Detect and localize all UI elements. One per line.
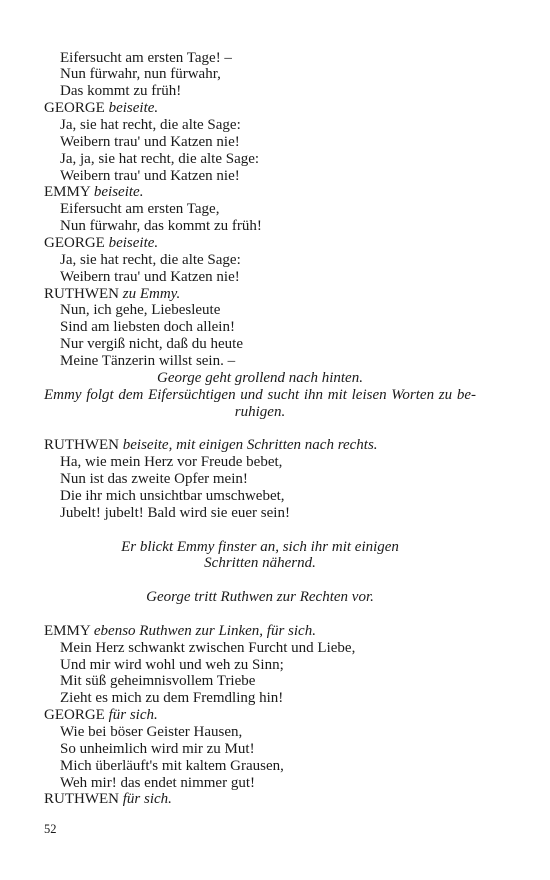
verse-line: Ha, wie mein Herz vor Freude bebet,	[60, 454, 283, 471]
stage-direction: George geht grollend nach hinten.	[157, 369, 363, 386]
speaker-direction: für sich.	[122, 791, 172, 808]
verse-line: Und mir wird wohl und weh zu Sinn;	[60, 656, 284, 673]
verse-line: Das kommt zu früh!	[60, 83, 182, 100]
libretto-text	[44, 50, 476, 809]
speaker-heading	[44, 286, 476, 303]
stage-direction: ruhigen.	[234, 403, 286, 420]
speaker-name: GEORGE	[44, 707, 105, 724]
verse-line: Mich überläuft's mit kaltem Grausen,	[60, 757, 284, 774]
stage-direction: George tritt Ruthwen zur Rechten vor.	[146, 589, 374, 606]
blank-line	[44, 572, 476, 589]
verse-line: So unheimlich wird mir zu Mut!	[60, 740, 255, 757]
speaker-name: GEORGE	[44, 100, 105, 117]
verse-line: Meine Tänzerin willst sein. –	[60, 353, 236, 370]
verse-line: Nun fürwahr, das kommt zu früh!	[60, 218, 262, 235]
speaker-heading	[44, 791, 476, 808]
stage-direction: Emmy folgt dem Eifersüchtigen und sucht ihn mit leisen Worten zu be-	[44, 386, 476, 403]
speaker-direction: beiseite.	[108, 100, 159, 117]
verse-line: Weibern trau' und Katzen nie!	[60, 268, 240, 285]
speaker-name: RUTHWEN	[44, 285, 119, 302]
speaker-name: RUTHWEN	[44, 791, 119, 808]
speaker-heading	[44, 623, 476, 640]
verse-line: Eifersucht am ersten Tage! –	[60, 49, 232, 66]
speaker-name: RUTHWEN	[44, 437, 119, 454]
stage-direction: Er blickt Emmy finster an, sich ihr mit einigen	[121, 538, 399, 555]
speaker-name: EMMY	[44, 184, 91, 201]
verse-line: Ja, sie hat recht, die alte Sage:	[60, 251, 241, 268]
speaker-direction: ebenso Ruthwen zur Linken, für sich.	[93, 622, 316, 639]
verse-line: Wie bei böser Geister Hausen,	[60, 723, 243, 740]
speaker-direction: beiseite, mit einigen Schritten nach rechts.	[122, 437, 378, 454]
verse-line: Ja, sie hat recht, die alte Sage:	[60, 117, 241, 134]
blank-line	[44, 522, 476, 539]
speaker-name: GEORGE	[44, 235, 105, 252]
speaker-heading	[44, 100, 476, 117]
speaker-direction: beiseite.	[93, 184, 144, 201]
stage-direction: Schritten nähernd.	[204, 555, 316, 572]
speaker-direction: für sich.	[108, 707, 158, 724]
verse-line: Eifersucht am ersten Tage,	[60, 201, 220, 218]
verse-line: Mein Herz schwankt zwischen Furcht und Liebe,	[60, 639, 356, 656]
verse-line: Nun, ich gehe, Liebesleute	[60, 302, 221, 319]
speaker-heading	[44, 235, 476, 252]
verse-line: Die ihr mich unsichtbar umschwebet,	[60, 487, 285, 504]
verse-line: Zieht es mich zu dem Fremdling hin!	[60, 690, 284, 707]
verse-line: Mit süß geheimnisvollem Triebe	[60, 673, 256, 690]
verse-line: Weibern trau' und Katzen nie!	[60, 167, 240, 184]
speaker-heading	[44, 437, 476, 454]
verse-line: Nur vergiß nicht, daß du heute	[60, 336, 244, 353]
speaker-heading	[44, 184, 476, 201]
blank-line	[44, 421, 476, 438]
verse-line: Weh mir! das endet nimmer gut!	[60, 774, 255, 791]
speaker-heading	[44, 707, 476, 724]
verse-line: Nun ist das zweite Opfer mein!	[60, 471, 248, 488]
page-number: 52	[44, 822, 57, 836]
speaker-direction: zu Emmy.	[122, 285, 181, 302]
verse-line: Weibern trau' und Katzen nie!	[60, 133, 240, 150]
verse-line: Nun fürwahr, nun fürwahr,	[60, 66, 221, 83]
verse-line: Sind am liebsten doch allein!	[60, 319, 235, 336]
speaker-name: EMMY	[44, 622, 91, 639]
verse-line: Jubelt! jubelt! Bald wird sie euer sein!	[60, 504, 290, 521]
verse-line: Ja, ja, sie hat recht, die alte Sage:	[60, 150, 260, 167]
speaker-direction: beiseite.	[108, 235, 159, 252]
blank-line	[44, 606, 476, 623]
